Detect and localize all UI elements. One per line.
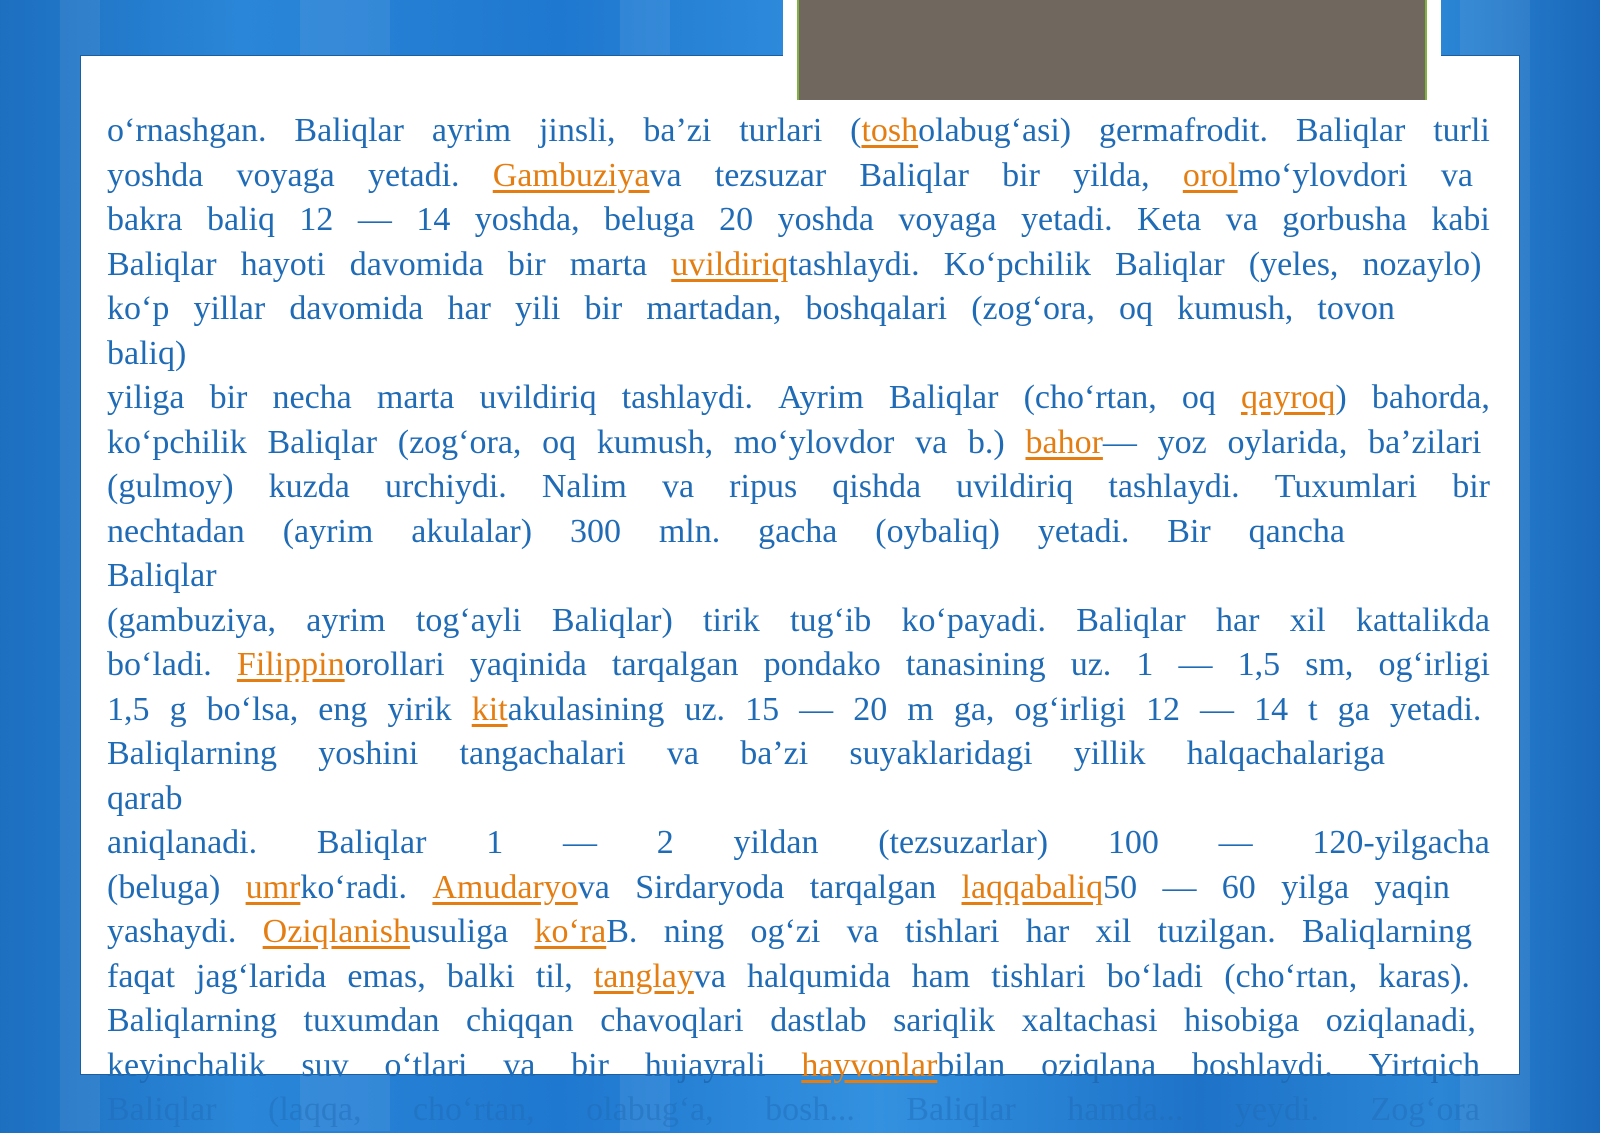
word: koʻp: [107, 290, 170, 327]
word: aniqlanadi.: [107, 824, 258, 861]
text-line: [107, 109, 1490, 154]
link-bahor[interactable]: bahor: [1025, 423, 1103, 461]
word: oʻtlari: [384, 1046, 468, 1084]
word: (beluga): [107, 868, 221, 906]
link-laqqabaliq[interactable]: laqqabaliq: [961, 868, 1104, 906]
word: yillik: [1073, 735, 1146, 772]
word: baliq: [206, 201, 275, 238]
word: germafrodit.: [1098, 112, 1268, 149]
word: oylarida,: [1227, 423, 1348, 461]
word: bosh...: [765, 1091, 855, 1128]
text-line: [107, 732, 1490, 777]
word: pondako: [763, 646, 881, 683]
word: suv: [301, 1046, 349, 1084]
word: ayrim: [306, 601, 386, 639]
word: hujayrali: [644, 1046, 766, 1084]
word: 2: [656, 824, 674, 861]
word: gacha: [758, 512, 838, 550]
word: (tezsuzarlar): [878, 824, 1049, 861]
text-line-overflow: [107, 1088, 1490, 1133]
word: Koʻpchilik: [943, 245, 1092, 283]
word: Baliqlar: [1115, 245, 1225, 283]
word: oziqlana: [1041, 1046, 1157, 1084]
word: yaqinida: [469, 646, 587, 683]
word: ogʻirligi: [1014, 690, 1126, 728]
word: suyaklaridagi: [849, 735, 1033, 772]
word: xil: [1289, 601, 1326, 639]
word: orolmoʻylovdori: [1182, 156, 1408, 194]
word: —: [1178, 646, 1213, 683]
word: bahor—: [1025, 423, 1137, 461]
word: urchiydi.: [384, 468, 507, 505]
word: hayoti: [240, 245, 326, 283]
word: koʻpayadi.: [901, 601, 1046, 639]
word: olabugʻa,: [586, 1091, 714, 1128]
word: (yeles,: [1248, 245, 1339, 283]
word: uvildiriq: [479, 379, 597, 416]
link-hayvonlar[interactable]: hayvonlar: [801, 1046, 938, 1084]
link-tosh[interactable]: tosh: [861, 112, 919, 149]
word: kabi: [1431, 201, 1490, 238]
word: 120-yilgacha: [1312, 824, 1490, 861]
link-gambuziya[interactable]: Gambuziya: [492, 156, 650, 194]
word: (ayrim: [282, 512, 374, 550]
text-line: [107, 866, 1490, 911]
text-line: [107, 421, 1490, 466]
word: yetadi.: [367, 156, 460, 194]
word: Nalim: [541, 468, 627, 505]
word: Filippinorollari: [236, 646, 445, 683]
word: qarab: [107, 779, 183, 817]
word: 60: [1221, 868, 1256, 906]
word: tuxumdan: [303, 1002, 440, 1039]
word: ga,: [953, 690, 995, 728]
word: boʻlsa,: [206, 690, 299, 728]
word: Tuxumlari: [1274, 468, 1418, 505]
word: g: [169, 690, 187, 728]
word: bahorda,: [1371, 379, 1490, 416]
word: Baliqlar: [1295, 112, 1406, 149]
word: baʼzi: [643, 112, 712, 149]
link-uvildiriq[interactable]: uvildiriq: [671, 245, 789, 283]
word: Oziqlanishusuliga: [262, 913, 509, 950]
word: uz.: [684, 690, 726, 728]
word: qayroq): [1240, 379, 1347, 416]
word: karas).: [1378, 957, 1470, 995]
word: Baliqlar): [551, 601, 673, 639]
word: ogʻzi: [750, 913, 821, 950]
text-line: [107, 154, 1490, 199]
word: va: [1225, 201, 1258, 238]
word: 20: [853, 690, 888, 728]
word: yili: [515, 290, 561, 327]
text-line: [107, 955, 1490, 1000]
word: va: [846, 913, 879, 950]
word: —: [799, 690, 834, 728]
word: til,: [535, 957, 573, 995]
word: har: [1216, 601, 1260, 639]
word: 15: [745, 690, 780, 728]
word: yilda,: [1073, 156, 1150, 194]
word: ripus: [729, 468, 798, 505]
word: yeydi.: [1234, 1091, 1319, 1128]
word: yashaydi.: [107, 913, 237, 950]
word: beluga: [604, 201, 695, 238]
word: tarqalgan: [612, 646, 739, 683]
word: voyaga: [898, 201, 997, 238]
link-amudaryo[interactable]: Amudaryo: [432, 868, 578, 906]
word: boʻladi.: [107, 646, 212, 683]
word: uvildiriqtashlaydi.: [671, 245, 920, 283]
word: mln.: [658, 512, 721, 550]
word: baʼzilari: [1368, 423, 1490, 461]
link-qayroq[interactable]: qayroq: [1240, 379, 1336, 416]
word: kumush,: [596, 423, 714, 461]
word: tishlari: [905, 913, 1000, 950]
word: boshqalari: [805, 290, 948, 327]
word: kitakulasining: [471, 690, 665, 728]
word: chavoqlari: [600, 1002, 744, 1039]
link-umr[interactable]: umr: [245, 868, 301, 906]
text-line: [107, 643, 1490, 688]
word: hamda...: [1067, 1091, 1184, 1128]
text-line: [107, 821, 1490, 866]
word: va: [661, 468, 695, 505]
word: har: [1025, 913, 1070, 950]
word: martadan,: [646, 290, 782, 327]
link-tanglay[interactable]: tanglay: [593, 957, 694, 995]
text-line: [107, 376, 1490, 421]
word: boʻladi: [1106, 957, 1204, 995]
word: balki: [446, 957, 515, 995]
word: (gambuziya,: [107, 601, 276, 639]
word: tugʻib: [790, 601, 872, 639]
word: 1,5: [1237, 646, 1281, 683]
word: yetadi.: [1389, 690, 1490, 728]
word: tanasining: [905, 646, 1046, 683]
word: har: [447, 290, 491, 327]
word: 12: [1145, 690, 1180, 728]
word: jinsli,: [538, 112, 616, 149]
word: qancha: [1248, 512, 1345, 550]
word: yetadi.: [1037, 512, 1130, 550]
word: ogʻirligi: [1378, 646, 1490, 683]
word: t: [1308, 690, 1318, 728]
word: davomida: [349, 245, 484, 283]
word: koʻpchilik: [107, 423, 247, 461]
link-filippin[interactable]: Filippin: [236, 646, 345, 683]
word: hisobiga: [1184, 1002, 1300, 1039]
word: —: [357, 201, 392, 238]
word: Baliqlar: [294, 112, 404, 149]
word: bir: [584, 290, 623, 327]
word: moʻylovdor: [733, 423, 895, 461]
word: oʻrnashgan.: [107, 112, 267, 149]
word: 12: [299, 201, 334, 238]
word: togʻayli: [415, 601, 522, 639]
document-text: [107, 109, 1490, 1133]
word: va: [503, 1046, 536, 1084]
text-line: [107, 510, 1490, 555]
text-line: [107, 688, 1490, 733]
word: tashlaydi.: [1108, 468, 1240, 505]
word: baʼzi: [740, 735, 809, 772]
word: yetadi.: [1021, 201, 1113, 238]
text-line: [107, 465, 1490, 510]
word: baliq): [107, 334, 187, 372]
text-line: [107, 1044, 1490, 1089]
text-line: [107, 198, 1490, 243]
word: oziqlanadi,: [1325, 1002, 1476, 1039]
word: (laqqa,: [268, 1091, 362, 1128]
word: nozaylo): [1362, 245, 1490, 283]
word: hayvonlarbilan: [801, 1046, 1006, 1084]
word: Sirdaryoda: [635, 868, 785, 906]
word: davomida: [289, 290, 424, 327]
word: nechtadan: [107, 512, 245, 550]
word: va: [1440, 156, 1490, 194]
link-orol[interactable]: orol: [1182, 156, 1238, 194]
word: choʻrtan,: [412, 1091, 535, 1128]
word: m: [907, 690, 934, 728]
word: faqat: [107, 957, 175, 995]
header-tab: [797, 0, 1427, 100]
word: uvildiriq: [956, 468, 1074, 505]
word: b.): [967, 423, 1005, 461]
word: turlari: [739, 112, 823, 149]
word: Baliqlarning: [1302, 913, 1472, 950]
word: bir: [507, 245, 546, 283]
word: ga: [1337, 690, 1370, 728]
text-line: [107, 243, 1490, 288]
word: Baliqlar: [906, 1091, 1016, 1128]
word: Baliqlar: [859, 156, 969, 194]
word: halqachalariga: [1186, 735, 1385, 772]
word: koʻraB.: [534, 913, 638, 950]
word: yildan: [733, 824, 819, 861]
word: 14: [416, 201, 451, 238]
word: ayrim: [431, 112, 512, 149]
word: —: [1218, 824, 1253, 861]
word: bir: [209, 379, 248, 416]
word: dastlab: [770, 1002, 867, 1039]
word: gorbusha: [1282, 201, 1407, 238]
word: yoshda: [107, 156, 204, 194]
word: bakra: [107, 201, 183, 238]
word: Amudaryova: [432, 868, 610, 906]
word: chiqqan: [466, 1002, 574, 1039]
word: 14: [1254, 690, 1289, 728]
word: (zogʻora,: [971, 290, 1095, 327]
word: kumush,: [1177, 290, 1294, 327]
word: ham: [911, 957, 971, 995]
word: tuzilgan.: [1157, 913, 1276, 950]
word: umrkoʻradi.: [245, 868, 408, 906]
word: halqumida: [747, 957, 891, 995]
word: yillar: [193, 290, 266, 327]
text-line: [107, 910, 1490, 955]
word: necha: [272, 379, 352, 416]
word: tarqalgan: [809, 868, 937, 906]
word: laqqabaliq50: [961, 868, 1138, 906]
word: voyaga: [236, 156, 335, 194]
word: 1: [1136, 646, 1154, 683]
text-line: [107, 999, 1490, 1044]
word: yaqin: [1374, 868, 1450, 906]
text-line: [107, 554, 1490, 599]
word: tanglayva: [593, 957, 726, 995]
word: Baliqlar: [1076, 601, 1186, 639]
word: Zogʻora: [1370, 1091, 1480, 1128]
word: yoshda,: [474, 201, 580, 238]
word: (choʻrtan,: [1023, 379, 1157, 416]
word: uz.: [1070, 646, 1112, 683]
word: Baliqlar: [107, 557, 217, 594]
word: Ayrim: [778, 379, 864, 416]
word: Gambuziyava: [492, 156, 682, 194]
word: (choʻrtan,: [1224, 957, 1358, 995]
text-line: [107, 332, 1490, 377]
word: (zogʻora,: [397, 423, 522, 461]
link-kora[interactable]: koʻra: [534, 913, 607, 950]
word: 300: [569, 512, 621, 550]
word: turli: [1433, 112, 1490, 149]
word: Baliqlar: [316, 824, 427, 861]
word: Baliqlar: [107, 1091, 217, 1128]
word: xaltachasi: [1021, 1002, 1158, 1039]
word: (gulmoy): [107, 468, 234, 505]
word: —: [1162, 868, 1197, 906]
word: marta: [569, 245, 648, 283]
word: Keta: [1137, 201, 1202, 238]
word: tovon: [1317, 290, 1395, 327]
word: Baliqlar: [267, 423, 378, 461]
word: Baliqlar: [107, 245, 217, 283]
word: yiliga: [107, 379, 185, 416]
word: tirik: [703, 601, 760, 639]
word: oq: [1181, 379, 1216, 416]
word: bir: [1002, 156, 1040, 194]
word: yoshini: [318, 735, 419, 772]
word: marta: [376, 379, 455, 416]
word: (oybaliq): [875, 512, 1000, 550]
link-oziqlanish[interactable]: Oziqlanish: [262, 913, 410, 950]
word: keyinchalik: [107, 1046, 266, 1084]
word: 1,5: [107, 690, 150, 728]
text-line: [107, 777, 1490, 822]
word: oq: [542, 423, 577, 461]
word: yilga: [1281, 868, 1350, 906]
word: kuzda: [268, 468, 350, 505]
word: 100: [1107, 824, 1159, 861]
word: 20: [719, 201, 754, 238]
word: ning: [663, 913, 725, 950]
word: va: [915, 423, 948, 461]
word: va: [666, 735, 699, 772]
word: tashlaydi.: [621, 379, 753, 416]
word: —: [1200, 690, 1235, 728]
word: tishlari: [991, 957, 1086, 995]
word: yoz: [1157, 423, 1207, 461]
word: Yirtqich: [1368, 1046, 1480, 1084]
word: Baliqlarning: [107, 1002, 277, 1039]
word: jagʻlarida: [196, 957, 327, 995]
word: 1: [486, 824, 504, 861]
word: akulalar): [411, 512, 533, 550]
word: qishda: [832, 468, 922, 505]
word: eng: [318, 690, 368, 728]
text-line: [107, 599, 1490, 644]
word: Baliqlarning: [107, 735, 277, 772]
word: bir: [1452, 468, 1490, 505]
word: sariqlik: [893, 1002, 996, 1039]
word: emas,: [347, 957, 426, 995]
word: (tosholabugʻasi): [850, 112, 1072, 149]
word: tezsuzar: [714, 156, 827, 194]
word: kattalikda: [1355, 601, 1490, 639]
word: —: [562, 824, 597, 861]
word: sm,: [1305, 646, 1354, 683]
link-kit[interactable]: kit: [471, 690, 508, 728]
word: oq: [1119, 290, 1153, 327]
word: xil: [1095, 913, 1132, 950]
word: boshlaydi.: [1192, 1046, 1333, 1084]
text-line: [107, 287, 1490, 332]
word: yirik: [387, 690, 452, 728]
word: tangachalari: [459, 735, 626, 772]
word: Baliqlar: [888, 379, 999, 416]
word: yoshda: [777, 201, 874, 238]
word: bir: [571, 1046, 609, 1084]
word: Bir: [1167, 512, 1211, 550]
